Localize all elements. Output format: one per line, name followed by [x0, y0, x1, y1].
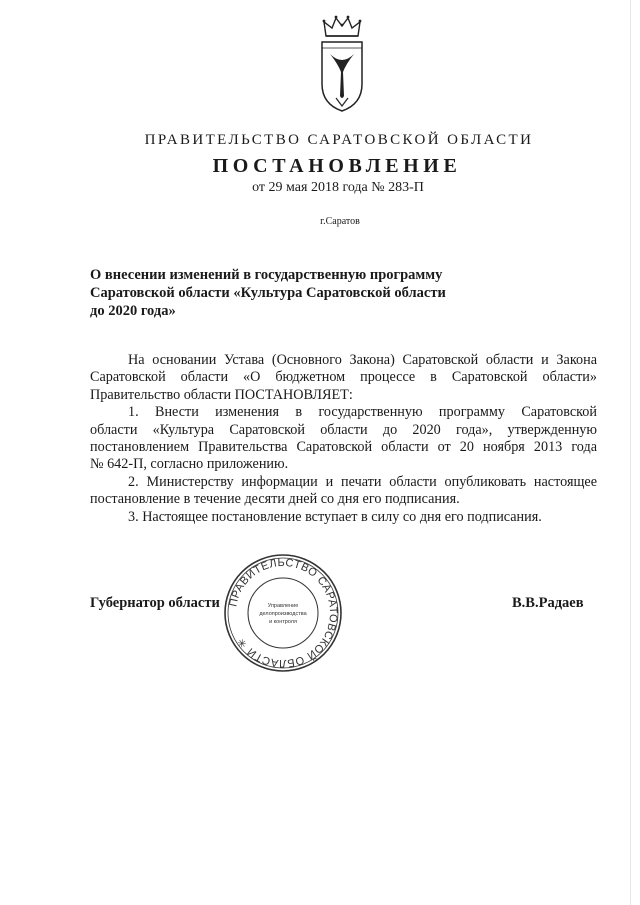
subject-line: Саратовской области «Культура Саратовской области — [90, 285, 446, 301]
body-line: Правительство области ПОСТАНОВЛЯЕТ: — [90, 386, 353, 403]
signatory-name: В.В.Радаев — [512, 595, 584, 611]
official-seal-icon — [222, 552, 344, 674]
body-line: На основании Устава (Основного Закона) Саратовской области и Закона — [128, 352, 597, 368]
subject-line: до 2020 года» — [90, 303, 176, 319]
svg-text:Управление: Управление — [267, 603, 299, 609]
svg-text:ПРАВИТЕЛЬСТВО САРАТОВСКОЙ ОБЛА: ПРАВИТЕЛЬСТВО САРАТОВСКОЙ ОБЛАСТИ ✳ — [227, 556, 340, 670]
body-line: постановлением Правительства Саратовской области от 20 ноября 2013 года — [90, 438, 597, 455]
date-and-number: от 29 мая 2018 года № 283-П — [252, 180, 424, 195]
document-body — [90, 352, 597, 526]
document-subject — [90, 266, 510, 320]
body-line: 3. Настоящее постановление вступает в силу со дня его подписания. — [128, 508, 542, 525]
svg-text:и контроля: и контроля — [269, 619, 297, 625]
body-line: № 642-П, согласно приложению. — [90, 456, 289, 473]
signatory-position: Губернатор области — [90, 595, 220, 611]
body-line: области «Культура Саратовской области до 2020 года», утвержденную — [90, 421, 597, 438]
coat-of-arms-icon — [316, 14, 368, 114]
document-type: ПОСТАНОВЛЕНИЕ — [212, 155, 462, 177]
body-line: 2. Министерству информации и печати области опубликовать настоящее — [128, 473, 597, 490]
government-name: ПРАВИТЕЛЬСТВО САРАТОВСКОЙ ОБЛАСТИ — [144, 132, 534, 148]
body-line: постановление в течение десяти дней со дня его подписания. — [90, 491, 460, 508]
city: г.Саратов — [320, 216, 360, 227]
body-line: 1. Внести изменения в государственную программу Саратовской — [128, 404, 597, 421]
subject-line: О внесении изменений в государственную программу — [90, 267, 443, 283]
svg-text:делопроизводства: делопроизводства — [259, 611, 307, 617]
body-line: Саратовской области «О бюджетном процессе в Саратовской области» — [90, 369, 597, 386]
